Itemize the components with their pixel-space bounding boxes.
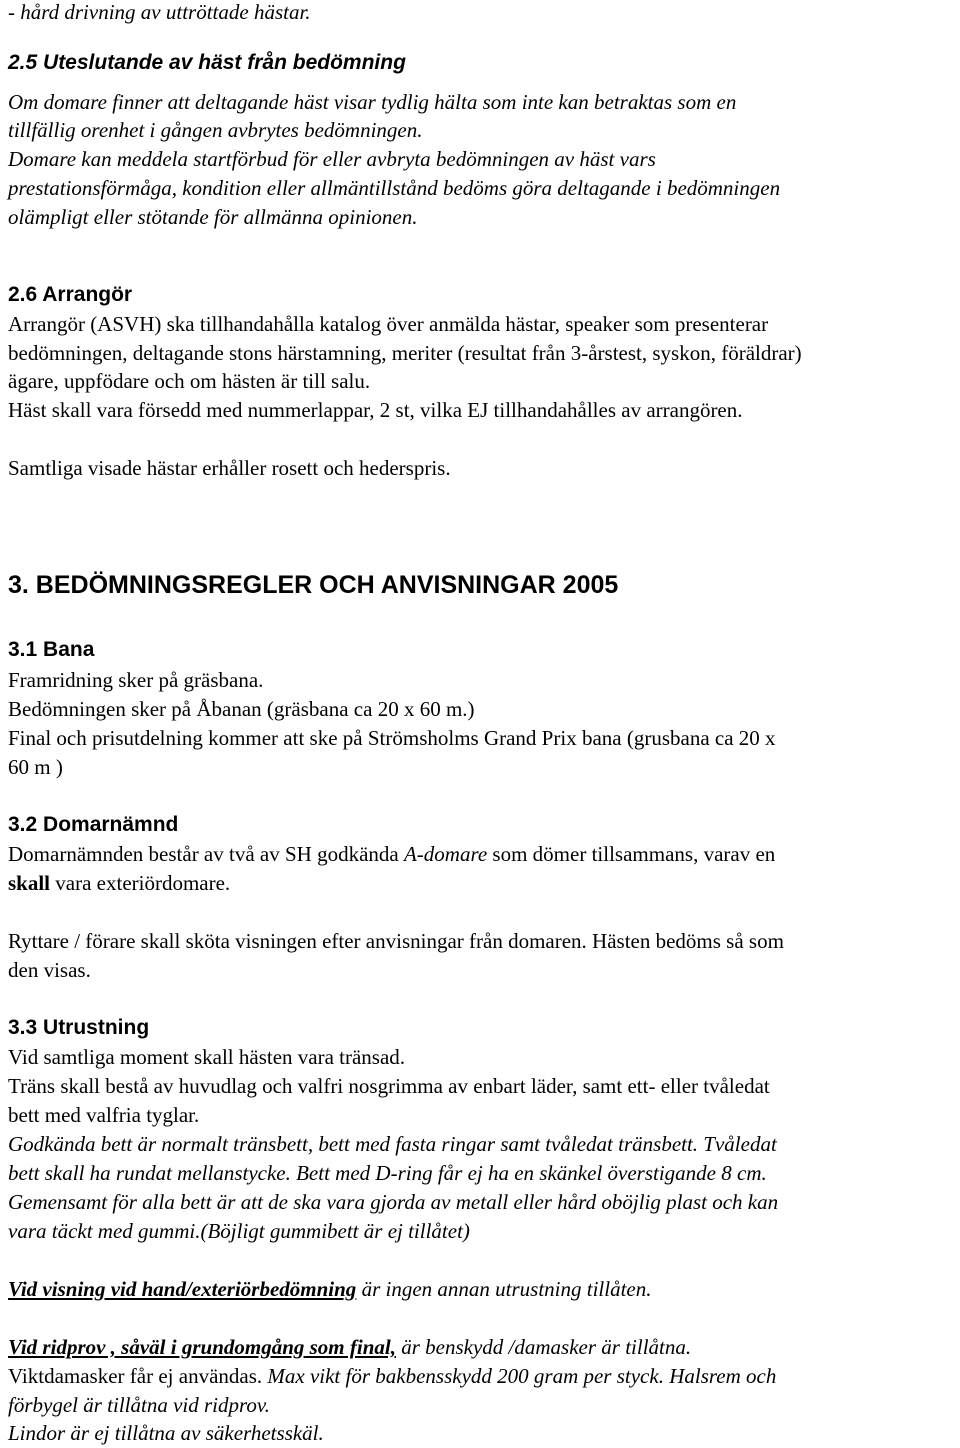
text-line [8,1277,651,1301]
text-run-bold: Vid ridprov , såväl i grundomgång som final, [8,1335,396,1359]
text-line: prestationsförmåga, kondition eller allmäntillstånd bedöms göra deltagande i bedömningen [8,176,781,200]
text-line: bett skall ha rundat mellanstycke. Bett med D-ring får ej ha en skänkel överstigande 8 cm. [8,1161,767,1185]
text-line: - hård drivning av uttröttade hästar. [8,0,311,24]
text-line [8,871,230,895]
section-heading-3-2: 3.2 Domarnämnd [8,813,179,836]
text-run: Domarnämnden består av två av SH godkända [8,842,404,866]
section-heading-2-5: 2.5 Uteslutande av häst från bedömning [8,51,406,74]
section-heading-3-1: 3.1 Bana [8,638,95,661]
text-line: Träns skall bestå av huvudlag och valfri nosgrimma av enbart läder, samt ett- eller tvåledat [8,1074,770,1098]
text-run-bold: Vid visning vid hand/exteriörbedömning [8,1277,357,1301]
text-run-italic: Max vikt för bakbensskydd 200 gram per styck. Halsrem och [267,1364,777,1388]
text-line [8,842,775,866]
text-line: Final och prisutdelning kommer att ske på Strömsholms Grand Prix bana (grusbana ca 20 x [8,726,776,750]
text-line: 60 m ) [8,755,63,779]
text-run-bold: skall [8,871,51,895]
text-line: Om domare finner att deltagande häst visar tydlig hälta som inte kan betraktas som en [8,90,737,114]
text-run-italic: A-domare [403,842,488,866]
text-line: bedömningen, deltagande stons härstamning, meriter (resultat från 3-årstest, syskon, föräldrar) [8,341,802,365]
text-line: vara täckt med gummi.(Böjligt gummibett är ej tillåtet) [8,1219,470,1243]
text-line: den visas. [8,958,91,982]
text-run: som dömer tillsammans, varav en [487,842,776,866]
text-line: Häst skall vara försedd med nummerlappar, 2 st, vilka EJ tillhandahålles av arrangören. [8,398,743,422]
text-line: Framridning sker på gräsbana. [8,668,264,692]
text-line: förbygel är tillåtna vid ridprov. [8,1393,270,1417]
text-line: Ryttare / förare skall sköta visningen efter anvisningar från domaren. Hästen bedöms så som [8,929,784,953]
text-line: olämpligt eller stötande för allmänna opinionen. [8,205,418,229]
text-line: bett med valfria tyglar. [8,1103,200,1127]
text-run: Viktdamasker får ej användas. [8,1364,268,1388]
text-line: Godkända bett är normalt tränsbett, bett med fasta ringar samt tvåledat tränsbett. Tvåledat [8,1132,777,1156]
text-line: ägare, uppfödare och om hästen är till salu. [8,369,371,393]
text-run: är benskydd /damasker är tillåtna. [396,1335,692,1359]
text-run: vara exteriördomare. [50,871,231,895]
text-line: Samtliga visade hästar erhåller rosett och hederspris. [8,456,451,480]
text-line: Domare kan meddela startförbud för eller avbryta bedömningen av häst vars [8,147,656,171]
text-line: Bedömningen sker på Åbanan (gräsbana ca 20 x 60 m.) [8,697,475,721]
text-line: Lindor är ej tillåtna av säkerhetsskäl. [8,1421,324,1445]
chapter-heading-3: 3. BEDÖMNINGSREGLER OCH ANVISNINGAR 2005 [8,571,619,599]
text-line: tillfällig orenhet i gången avbrytes bedömningen. [8,118,423,142]
text-line: Vid samtliga moment skall hästen vara tränsad. [8,1045,406,1069]
text-run: är ingen annan utrustning tillåten. [356,1277,652,1301]
text-line [8,1335,691,1359]
text-line [8,1364,776,1388]
section-heading-2-6: 2.6 Arrangör [8,283,133,306]
text-line: Arrangör (ASVH) ska tillhandahålla katalog över anmälda hästar, speaker som presenterar [8,312,769,336]
text-line: Gemensamt för alla bett är att de ska vara gjorda av metall eller hård oböjlig plast och kan [8,1190,779,1214]
section-heading-3-3: 3.3 Utrustning [8,1016,150,1039]
